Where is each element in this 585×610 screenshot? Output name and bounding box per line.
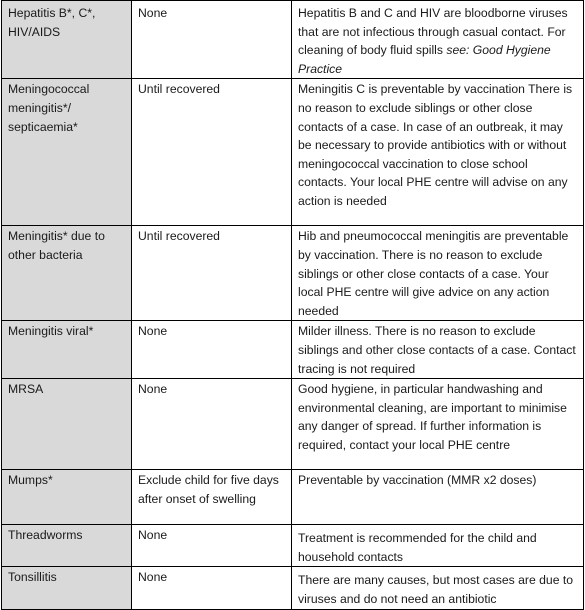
exclusion-cell: None	[132, 379, 292, 470]
comments-cell: Hib and pneumococcal meningitis are preventable by vaccination. There is no reason to exclude siblings or other close contacts of a case. Your local PHE centre will give advice on any action needed	[292, 226, 584, 321]
exclusion-cell: Until recovered	[132, 226, 292, 321]
condition-cell: Hepatitis B*, C*, HIV/AIDS	[2, 1, 132, 79]
exclusion-cell: None	[132, 525, 292, 567]
condition-cell: Meningitis* due to other bacteria	[2, 226, 132, 321]
comment-reference: see: Good Hygiene Practice	[298, 43, 551, 76]
comments-cell: Preventable by vaccination (MMR x2 doses)	[292, 470, 584, 525]
table-row	[2, 470, 584, 525]
table-row	[2, 567, 584, 609]
table-row	[2, 321, 584, 379]
table-row	[2, 226, 584, 321]
exclusion-cell: Until recovered	[132, 79, 292, 226]
condition-cell: Threadworms	[2, 525, 132, 567]
comment-text: Hepatitis B and C and HIV are bloodborne viruses that are not infectious through casual contact. For cleaning of body fluid spills	[298, 6, 568, 58]
comments-cell: Meningitis C is preventable by vaccination There is no reason to exclude siblings or other close contacts of a case. In case of an outbreak, it may be necessary to provide antibiotics with or without meningococcal vaccination to close school contacts. Your local PHE centre will advise on any action is needed	[292, 79, 584, 226]
exclusion-cell: Exclude child for five days after onset of swelling	[132, 470, 292, 525]
condition-cell: Meningococcal meningitis*/ septicaemia*	[2, 79, 132, 226]
condition-cell: Mumps*	[2, 470, 132, 525]
exclusion-cell: None	[132, 567, 292, 609]
table-row	[2, 379, 584, 470]
exclusion-cell: None	[132, 1, 292, 79]
condition-cell: Meningitis viral*	[2, 321, 132, 379]
condition-cell: Tonsillitis	[2, 567, 132, 609]
comments-cell: Good hygiene, in particular handwashing and environmental cleaning, are important to minimise any danger of spread. If further information is required, contact your local PHE centre	[292, 379, 584, 470]
table-row	[2, 1, 584, 79]
table-row	[2, 525, 584, 567]
exclusion-cell: None	[132, 321, 292, 379]
infection-guidance-table	[1, 0, 584, 610]
table-row	[2, 79, 584, 226]
comments-cell	[292, 1, 584, 79]
comments-cell: Milder illness. There is no reason to exclude siblings and other close contacts of a case. Contact tracing is not required	[292, 321, 584, 379]
comments-cell: There are many causes, but most cases are due to viruses and do not need an antibiotic	[292, 567, 584, 609]
comments-cell: Treatment is recommended for the child and household contacts	[292, 525, 584, 567]
condition-cell: MRSA	[2, 379, 132, 470]
